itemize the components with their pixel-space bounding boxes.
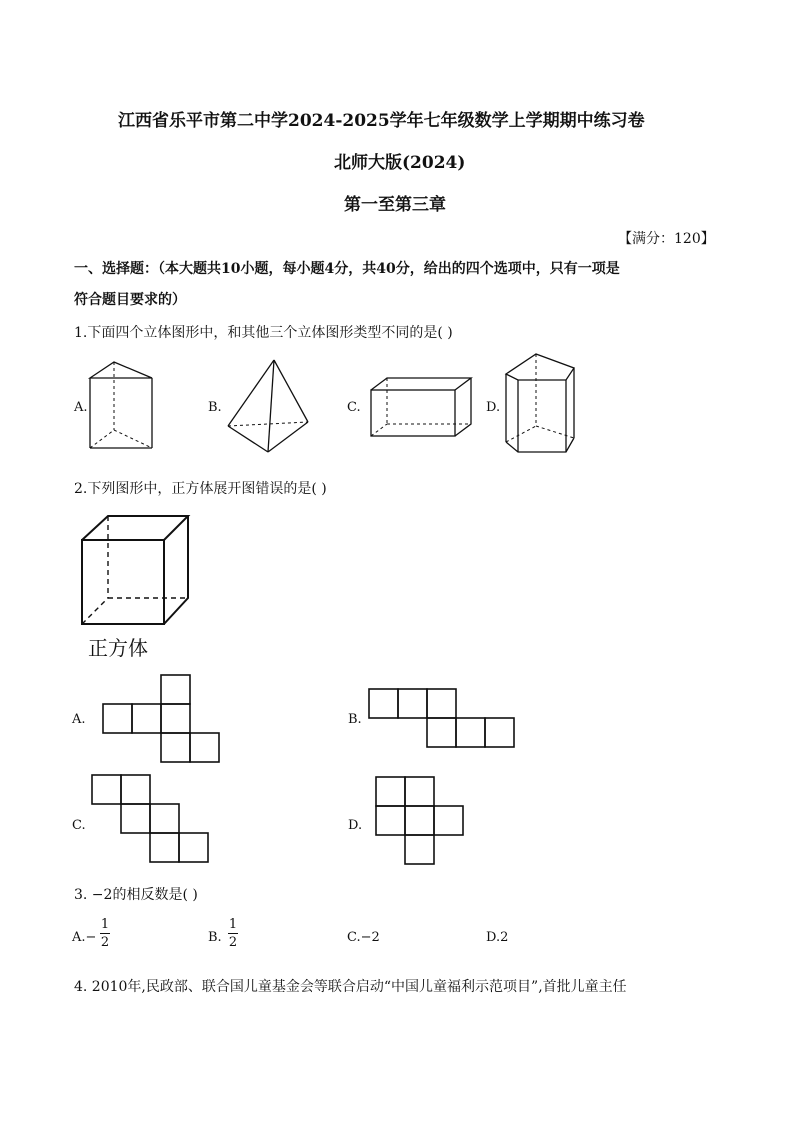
full-score: 【满分：120】 (618, 231, 715, 247)
pentagonal-prism-figure (502, 350, 582, 460)
triangular-prism-figure (86, 356, 156, 456)
q2-option-b-label: B. (348, 712, 362, 727)
cube-caption: 正方体 (88, 636, 148, 660)
q3-option-a-prefix: A.− (72, 930, 97, 945)
q3-option-a-numerator: 1 (100, 917, 110, 932)
q1-option-b-label: B. (208, 400, 222, 415)
q3-option-d: D.2 (486, 930, 509, 945)
q3-option-b-numerator: 1 (228, 917, 238, 932)
q3-option-c: C.−2 (347, 930, 380, 945)
net-b-figure (368, 688, 518, 752)
fraction-bar (100, 933, 110, 934)
edition-subtitle: 北师大版(2024) (334, 153, 466, 173)
q3-stem: 3. −2的相反数是( ) (74, 887, 198, 903)
q3-option-b-prefix: B. (208, 930, 222, 945)
q3-option-a-denominator: 2 (100, 935, 110, 950)
net-a-figure (102, 674, 222, 766)
q2-option-c-label: C. (72, 818, 86, 833)
q1-option-d-label: D. (486, 400, 501, 415)
section-heading-line2: 符合题目要求的） (74, 292, 186, 308)
pyramid-figure (224, 356, 314, 456)
section-heading-line1: 一、选择题：（本大题共10小题，每小题4分，共40分，给出的四个选项中，只有一项是 (74, 261, 620, 277)
q3-option-b-denominator: 2 (228, 935, 238, 950)
net-d-figure (375, 776, 467, 868)
q3-option-b-fraction (228, 918, 238, 949)
q1-option-c-label: C. (347, 400, 361, 415)
q2-stem: 2.下列图形中，正方体展开图错误的是( ) (74, 481, 327, 497)
q3-option-a-fraction (100, 918, 110, 949)
q4-stem: 4. 2010年,民政部、联合国儿童基金会等联合启动“中国儿童福利示范项目”,首批儿童主任 (74, 979, 627, 995)
q1-option-a-label: A. (74, 400, 88, 415)
chapter-subtitle: 第一至第三章 (344, 195, 446, 215)
q1-stem: 1.下面四个立体图形中，和其他三个立体图形类型不同的是( ) (74, 325, 453, 341)
cuboid-figure (367, 374, 477, 444)
net-c-figure (91, 774, 211, 866)
q2-option-a-label: A. (72, 712, 86, 727)
cube-figure (78, 512, 208, 632)
q2-option-d-label: D. (348, 818, 363, 833)
fraction-bar (228, 933, 238, 934)
page-title: 江西省乐平市第二中学2024-2025学年七年级数学上学期期中练习卷 (118, 111, 645, 131)
